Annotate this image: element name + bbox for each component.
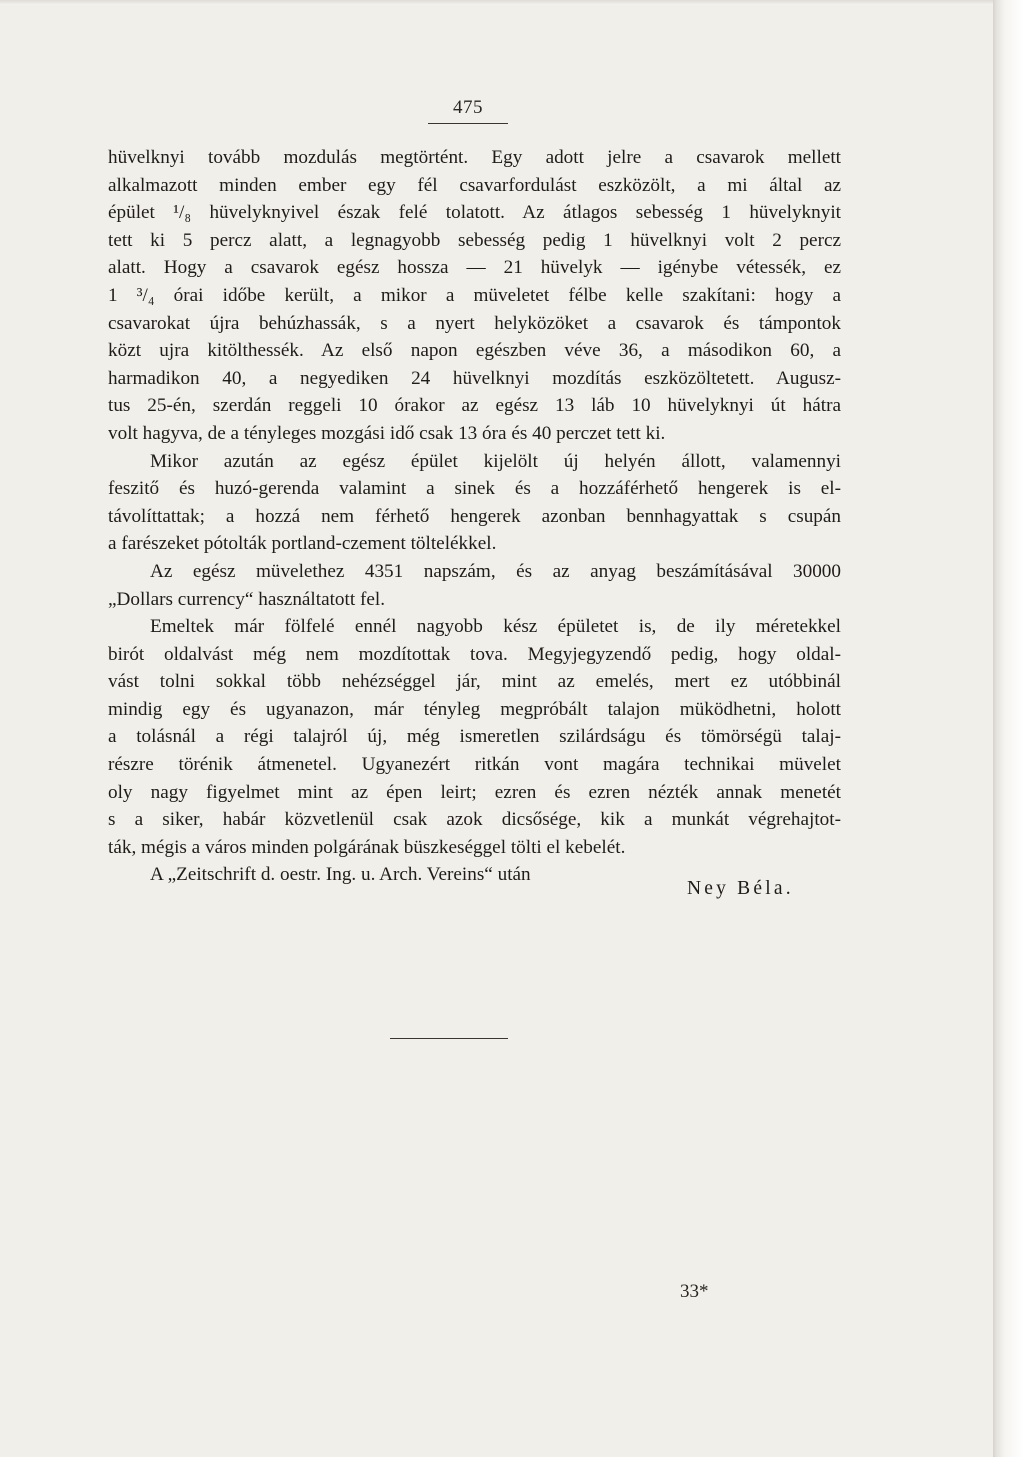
text-line: Mikor azután az egész épület kijelölt új helyén állott, valamennyi <box>150 450 841 472</box>
text-line: „Dollars currency“ használtatott fel. <box>108 588 386 610</box>
text-line: épület ¹/₈ hüvelyknyivel észak felé tolatott. Az átlagos sebesség 1 hüvelyknyit <box>108 202 841 224</box>
text-line: tett ki 5 percz alatt, a legnagyobb sebesség pedig 1 hüvelknyi volt 2 percz <box>108 229 841 251</box>
text-line: alkalmazott minden ember egy fél csavarfordulást eszközölt, a mi által az <box>108 174 841 196</box>
page-number: 475 <box>428 97 508 124</box>
text-line: oly nagy figyelmet mint az épen leirt; ezren és ezren nézték annak menetét <box>108 781 841 803</box>
text-line: harmadikon 40, a negyediken 24 hüvelknyi mozdítás eszközöltetett. Augusz- <box>108 367 841 389</box>
text-line: ták, mégis a város minden polgárának büszkeséggel tölti el kebelét. <box>108 836 626 858</box>
author-signature: Ney Béla. <box>687 878 794 899</box>
article-body <box>108 144 841 889</box>
text-line: s a siker, habár közvetlenül csak azok dicsősége, kik a munkát végrehajtot- <box>108 809 841 831</box>
text-line: vást tolni sokkal több nehézséggel jár, mint az emelés, mert ez utóbbinál <box>108 671 841 693</box>
text-line: volt hagyva, de a tényleges mozgási idő csak 13 óra és 40 perczet tett ki. <box>108 422 666 444</box>
separator-rule <box>390 1038 508 1039</box>
text-line: feszitő és huzó-gerenda valamint a sinek és a hozzáférhető hengerek is el- <box>108 478 841 500</box>
text-line: mindig egy és ugyanazon, már tényleg megpróbált talajon müködhetni, holott <box>108 698 841 720</box>
text-line: a farészeket pótolták portland-czement töltelékkel. <box>108 533 497 555</box>
text-line: alatt. Hogy a csavarok egész hossza — 21 hüvelyk — igénybe vétessék, ez <box>108 257 841 279</box>
scan-edge-right <box>993 0 1024 1457</box>
text-line: A „Zeitschrift d. oestr. Ing. u. Arch. Vereins“ után <box>150 864 531 886</box>
text-line: a tolásnál a régi talajról új, még ismeretlen szilárdságu és tömörségü talaj- <box>108 726 841 748</box>
text-line: távolíttattak; a hozzá nem férhető hengerek azonban bennhagyattak s csupán <box>108 505 841 527</box>
text-line: Az egész müvelethez 4351 napszám, és az anyag beszámításával 30000 <box>150 560 841 582</box>
text-line: hüvelknyi tovább mozdulás megtörtént. Egy adott jelre a csavarok mellett <box>108 147 841 168</box>
text-line: csavarokat újra behúzhassák, s a nyert helyközöket a csavarok és támpontok <box>108 312 841 334</box>
text-line: birót oldalvást még nem mozdítottak tova. Megyjegyzendő pedig, hogy oldal- <box>108 643 841 665</box>
text-line: 1 ³/₄ órai időbe került, a mikor a müveletet félbe kelle szakítani: hogy a <box>108 284 841 306</box>
text-line: részre törénik átmenetel. Ugyanezért ritkán vont magára technikai müvelet <box>108 754 841 776</box>
signature-mark: 33* <box>680 1281 709 1302</box>
text-line: Emeltek már fölfelé ennél nagyobb kész épületet is, de ily méretekkel <box>150 616 841 638</box>
text-line: közt ujra kitölthessék. Az első napon egészben véve 36, a másodikon 60, a <box>108 340 841 362</box>
text-line: tus 25-én, szerdán reggeli 10 órakor az egész 13 láb 10 hüvelyknyi út hátra <box>108 395 841 417</box>
